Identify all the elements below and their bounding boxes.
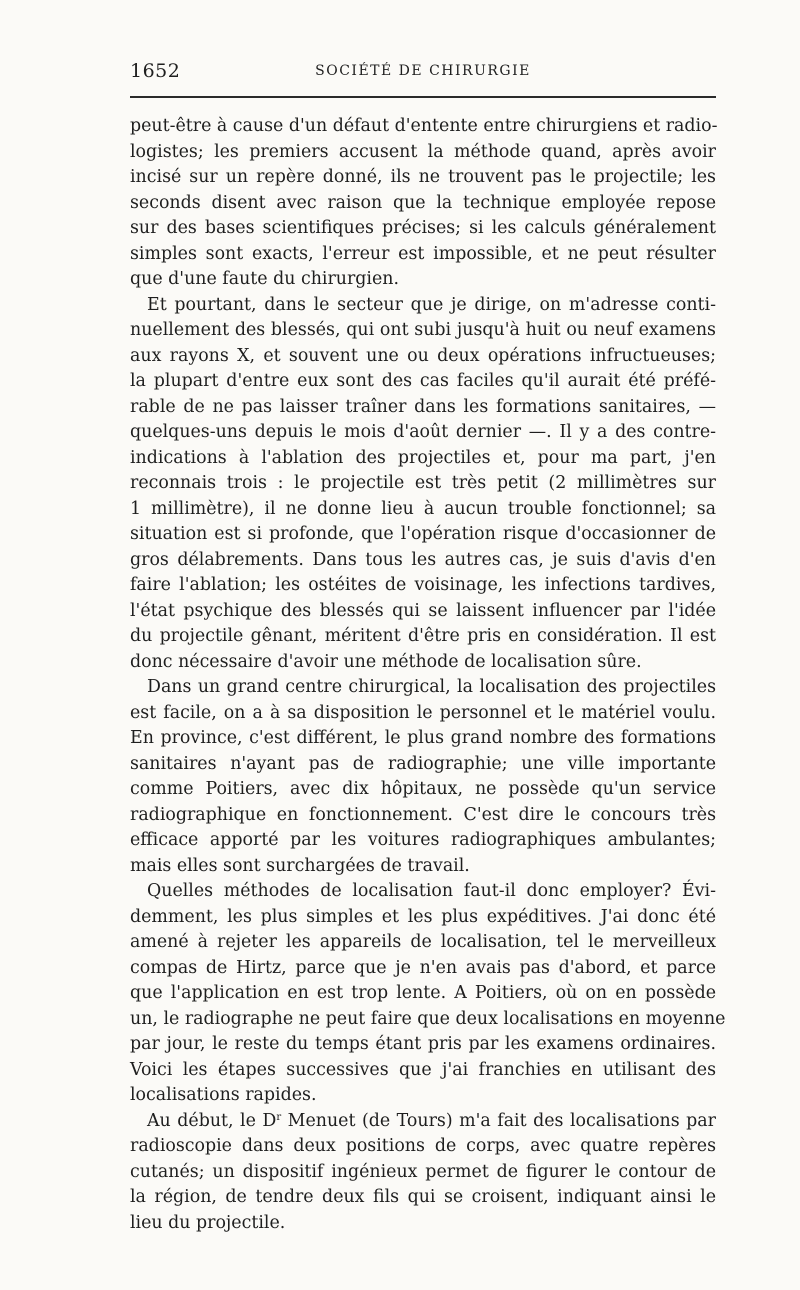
text-line: cutanés; un dispositif ingénieux permet de figurer le contour de [130, 1161, 716, 1182]
paragraph-3 [130, 675, 716, 879]
text-line: peut-être à cause d'un défaut d'entente entre chirurgiens et radio- [130, 116, 718, 136]
text-line: mais elles sont surchargées de travail. [130, 855, 470, 876]
text-line: nuellement des blessés, qui ont subi jusqu'à huit ou neuf examens [130, 320, 716, 340]
text-line: aux rayons X, et souvent une ou deux opérations infructueuses; [130, 345, 716, 366]
page-header [130, 60, 716, 84]
text-line: reconnais trois : le projectile est très petit (2 millimètres sur [130, 473, 716, 493]
text-line: En province, c'est différent, le plus grand nombre des formations [130, 728, 716, 748]
paragraph-5 [130, 1109, 716, 1237]
text-line: faire l'ablation; les ostéites de voisinage, les infections tardives, [130, 575, 716, 595]
text-line: indications à l'ablation des projectiles et, pour ma part, j'en [130, 447, 716, 468]
text-line: incisé sur un repère donné, ils ne trouvent pas le projectile; les [130, 167, 716, 187]
text-line: demment, les plus simples et les plus expéditives. J'ai donc été [130, 906, 716, 927]
text-line: logistes; les premiers accusent la méthode quand, après avoir [130, 141, 716, 162]
paragraph-4 [130, 879, 726, 1109]
text-line: est facile, on a à sa disposition le personnel et le matériel voulu. [130, 702, 716, 723]
paragraph-1 [130, 114, 716, 293]
text-line: situation est si profonde, que l'opération risque d'occasionner de [130, 524, 716, 544]
text-line: la plupart d'entre eux sont des cas faciles qu'il aurait été préfé- [130, 371, 716, 391]
text-line: comme Poitiers, avec dix hôpitaux, ne possède qu'un service [130, 779, 716, 799]
text-line: Dans un grand centre chirurgical, la localisation des projectiles [147, 677, 716, 697]
text-line: compas de Hirtz, parce que je n'en avais pas d'abord, et parce [130, 957, 716, 978]
text-line: Et pourtant, dans le secteur que je dirige, on m'adresse conti- [147, 294, 716, 315]
text-line: un, le radiographe ne peut faire que deux localisations en moyenne [130, 1008, 726, 1029]
text-line: Quelles méthodes de localisation faut-il donc employer? Évi- [147, 881, 716, 901]
text-line: rable de ne pas laisser traîner dans les formations sanitaires, — [130, 396, 716, 417]
text-line: seconds disent avec raison que la technique employée repose [130, 192, 716, 213]
text-line: lieu du projectile. [130, 1212, 286, 1233]
text-line: donc nécessaire d'avoir une méthode de localisation sûre. [130, 651, 642, 672]
text-line: simples sont exacts, l'erreur est impossible, et ne peut résulter [130, 243, 716, 264]
text-line: la région, de tendre deux fils qui se croisent, indiquant ainsi le [130, 1187, 716, 1207]
text-line: amené à rejeter les appareils de localisation, tel le merveilleux [130, 932, 716, 952]
line-rest: Menuet (de Tours) m'a fait des localisations par [287, 1110, 716, 1131]
text-line: sur des bases scientifiques précises; si les calculs généralement [130, 218, 716, 238]
text-line: que d'une faute du chirurgien. [130, 269, 400, 289]
page-number: 1652 [130, 60, 181, 82]
running-title: SOCIÉTÉ DE CHIRURGIE [315, 63, 531, 79]
text-line: 1 millimètre), il ne donne lieu à aucun trouble fonctionnel; sa [130, 498, 716, 519]
text-line: efficace apporté par les voitures radiographiques ambulantes; [130, 830, 716, 850]
text-line: par jour, le reste du temps étant pris par les examens ordinaires. [130, 1034, 716, 1054]
superscript: r [276, 1111, 282, 1123]
text-line [130, 1109, 716, 1135]
text-line: quelques-uns depuis le mois d'août dernier —. Il y a des contre- [130, 422, 716, 442]
text-line: Voici les étapes successives que j'ai franchies en utilisant des [130, 1059, 716, 1080]
text-line: radiographique en fonctionnement. C'est dire le concours très [130, 804, 716, 825]
line-prefix: Au début, le D [147, 1110, 277, 1131]
text-line: que l'application en est trop lente. A Poitiers, où on en possède [130, 983, 716, 1003]
header-rule [130, 96, 716, 98]
text-line: du projectile gênant, méritent d'être pris en considération. Il est [130, 626, 716, 646]
paragraph-2 [130, 293, 716, 676]
text-line: localisations rapides. [130, 1085, 317, 1105]
text-line: sanitaires n'ayant pas de radiographie; une ville importante [130, 753, 716, 774]
text-line: radioscopie dans deux positions de corps, avec quatre repères [130, 1136, 716, 1156]
body-text [130, 114, 726, 1236]
text-line: gros délabrements. Dans tous les autres cas, je suis d'avis d'en [130, 549, 716, 570]
text-line: l'état psychique des blessés qui se laissent influencer par l'idée [130, 600, 716, 621]
